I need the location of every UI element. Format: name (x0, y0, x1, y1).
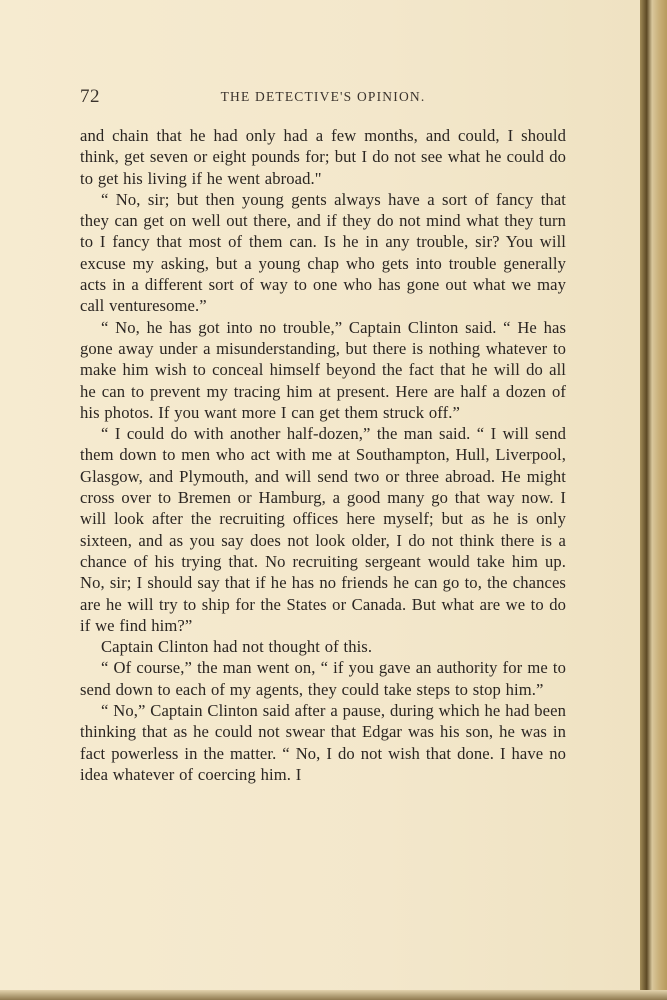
paragraph: and chain that he had only had a few months, and could, I should think, get seven or eight pounds for; but I do not see what he could do to get his living if he went abroad." (80, 126, 566, 188)
page-edge-shadow (640, 0, 667, 1000)
paragraph: Captain Clinton had not thought of this. (101, 637, 373, 657)
page-header (80, 86, 566, 110)
page-number: 72 (80, 86, 100, 107)
paragraph: “ Of course,” the man went on, “ if you gave an authority for me to send down to each of my agents, they could take steps to stop him.” (80, 658, 566, 699)
page-bottom-edge (0, 990, 667, 1000)
paragraph: “ No,” Captain Clinton said after a pause, during which he had been thinking that as he could not swear that Edgar was his son, he was in fact powerless in the matter. “ No, I do not wish that done. I have no idea whatever of coercing him. I (80, 701, 566, 784)
paragraph: “ No, he has got into no trouble,” Captain Clinton said. “ He has gone away under a misunderstanding, but there is nothing whatever to make him wish to conceal himself beyond the fact that he will do all he can to prevent my tracing him at present. Here are half a dozen of his photos. If you want more I can get them struck off.” (80, 317, 566, 422)
running-title: THE DETECTIVE'S OPINION. (220, 89, 426, 104)
paragraph: “ No, sir; but then young gents always have a sort of fancy that they can get on well out there, and if they do not mind what they turn to I fancy that most of them can. Is he in any trouble, sir? You will excuse my asking, but a young chap who gets into trouble generally acts in a different sort of way to one who has gone out what we may call venturesome.” (80, 189, 566, 316)
body-text (80, 125, 566, 785)
paragraph: “ I could do with another half-dozen,” the man said. “ I will send them down to men who act with me at Southampton, Hull, Liverpool, Glasgow, and Plymouth, and will send two or three abroad. He might cross over to Bremen or Hamburg, a good many go that way now. I will look after the recruiting offices here myself; but as he is only sixteen, and as you say does not look older, I do not think there is a chance of his trying that. No recruiting sergeant would take him up. No, sir; I should say that if he has no friends he can go to, the chances are he will try to ship for the States or Canada. But what are we to do if we find him?” (80, 424, 566, 635)
